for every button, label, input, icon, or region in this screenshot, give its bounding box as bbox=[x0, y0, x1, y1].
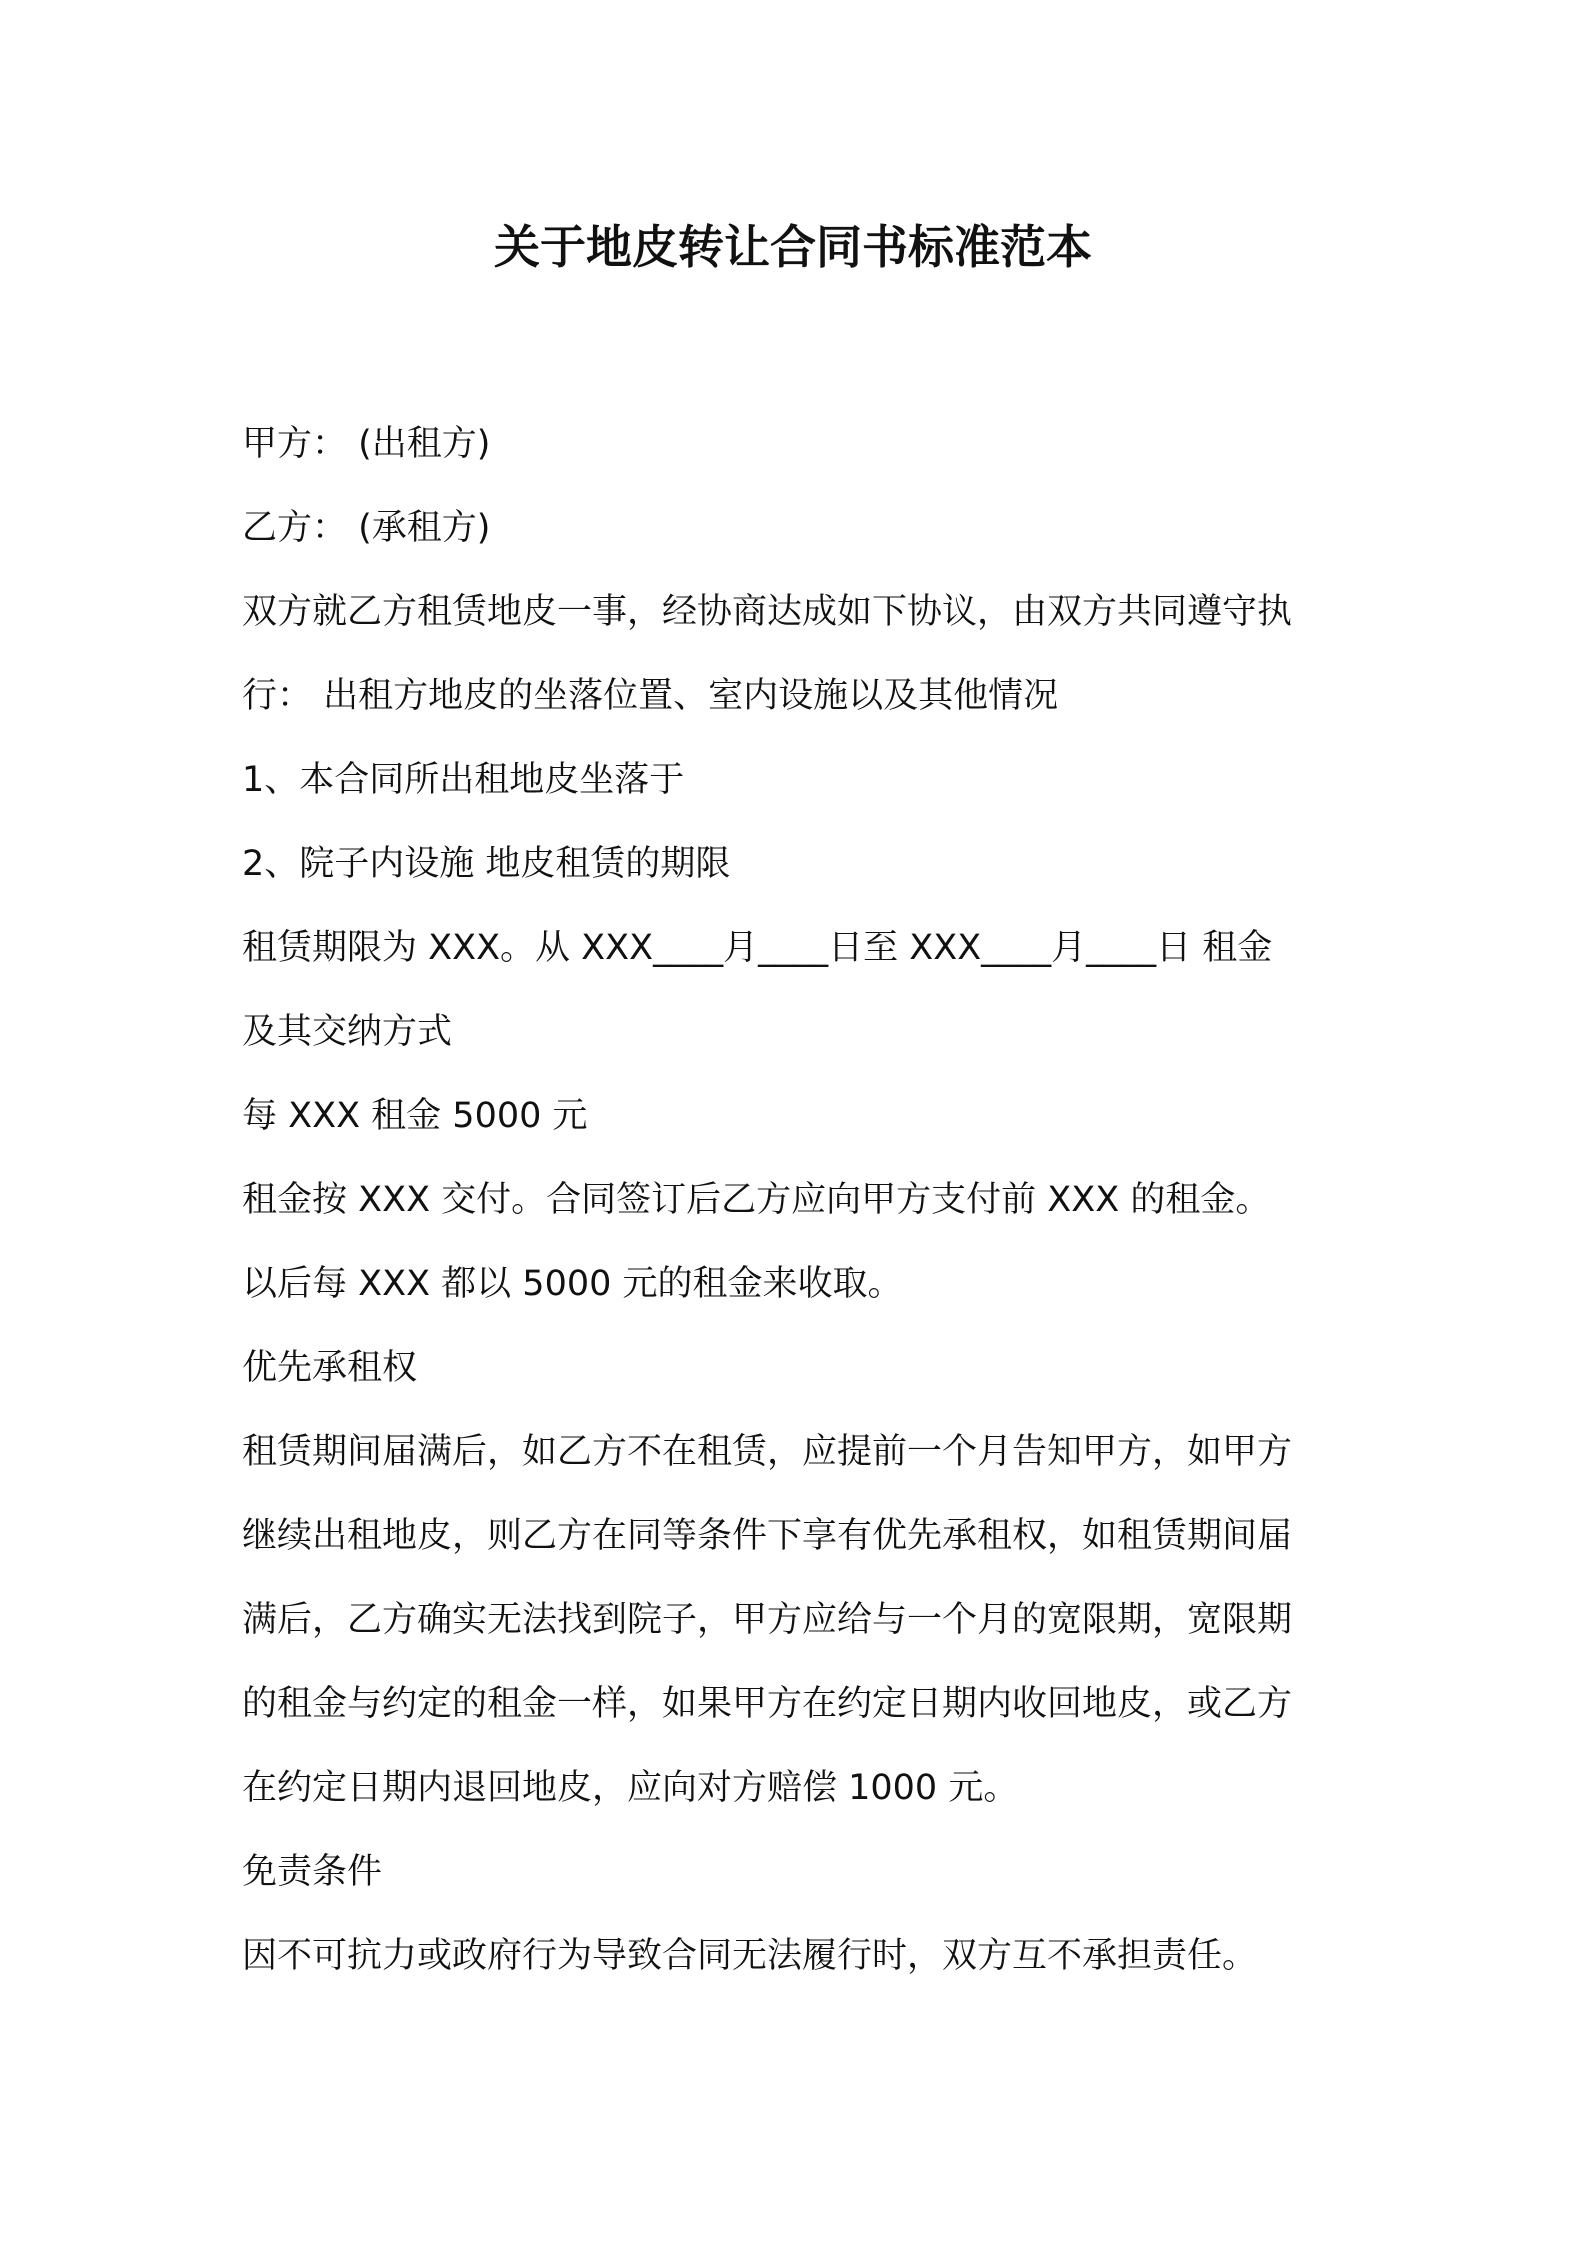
party-b-line: 乙方： (承租方) bbox=[242, 508, 491, 548]
priority-lease-line: 在约定日期内退回地皮，应向对方赔偿 1000 元。 bbox=[242, 1768, 1019, 1808]
priority-lease-line: 满后，乙方确实无法找到院子，甲方应给与一个月的宽限期，宽限期 bbox=[242, 1600, 1293, 1640]
exemption-line: 因不可抗力或政府行为导致合同无法履行时，双方互不承担责任。 bbox=[242, 1936, 1258, 1976]
document-body bbox=[242, 402, 1360, 1998]
section-heading: 优先承租权 bbox=[242, 1348, 418, 1388]
section-heading: 免责条件 bbox=[242, 1852, 383, 1892]
party-a-line: 甲方： (出租方) bbox=[242, 424, 491, 464]
lease-term-line: 及其交纳方式 bbox=[242, 1012, 453, 1052]
agreement-intro-line: 双方就乙方租赁地皮一事，经协商达成如下协议，由双方共同遵守执 bbox=[242, 592, 1293, 632]
priority-lease-line: 租赁期间届满后，如乙方不在租赁，应提前一个月告知甲方，如甲方 bbox=[242, 1432, 1293, 1472]
lease-term-line: 租赁期限为 XXX。从 XXX____月____日至 XXX____月____日 租金 bbox=[242, 928, 1273, 968]
document-title: 关于地皮转让合同书标准范本 bbox=[494, 220, 1092, 274]
clause-line: 1、本合同所出租地皮坐落于 bbox=[242, 760, 685, 800]
rent-line: 每 XXX 租金 5000 元 bbox=[242, 1096, 588, 1136]
rent-line: 租金按 XXX 交付。合同签订后乙方应向甲方支付前 XXX 的租金。 bbox=[242, 1180, 1271, 1220]
priority-lease-line: 的租金与约定的租金一样，如果甲方在约定日期内收回地皮，或乙方 bbox=[242, 1684, 1293, 1724]
rent-line: 以后每 XXX 都以 5000 元的租金来收取。 bbox=[242, 1264, 903, 1304]
clause-line: 2、院子内设施 地皮租赁的期限 bbox=[242, 844, 731, 884]
agreement-intro-line: 行： 出租方地皮的坐落位置、室内设施以及其他情况 bbox=[242, 676, 1059, 716]
priority-lease-line: 继续出租地皮，则乙方在同等条件下享有优先承租权，如租赁期间届 bbox=[242, 1516, 1293, 1556]
